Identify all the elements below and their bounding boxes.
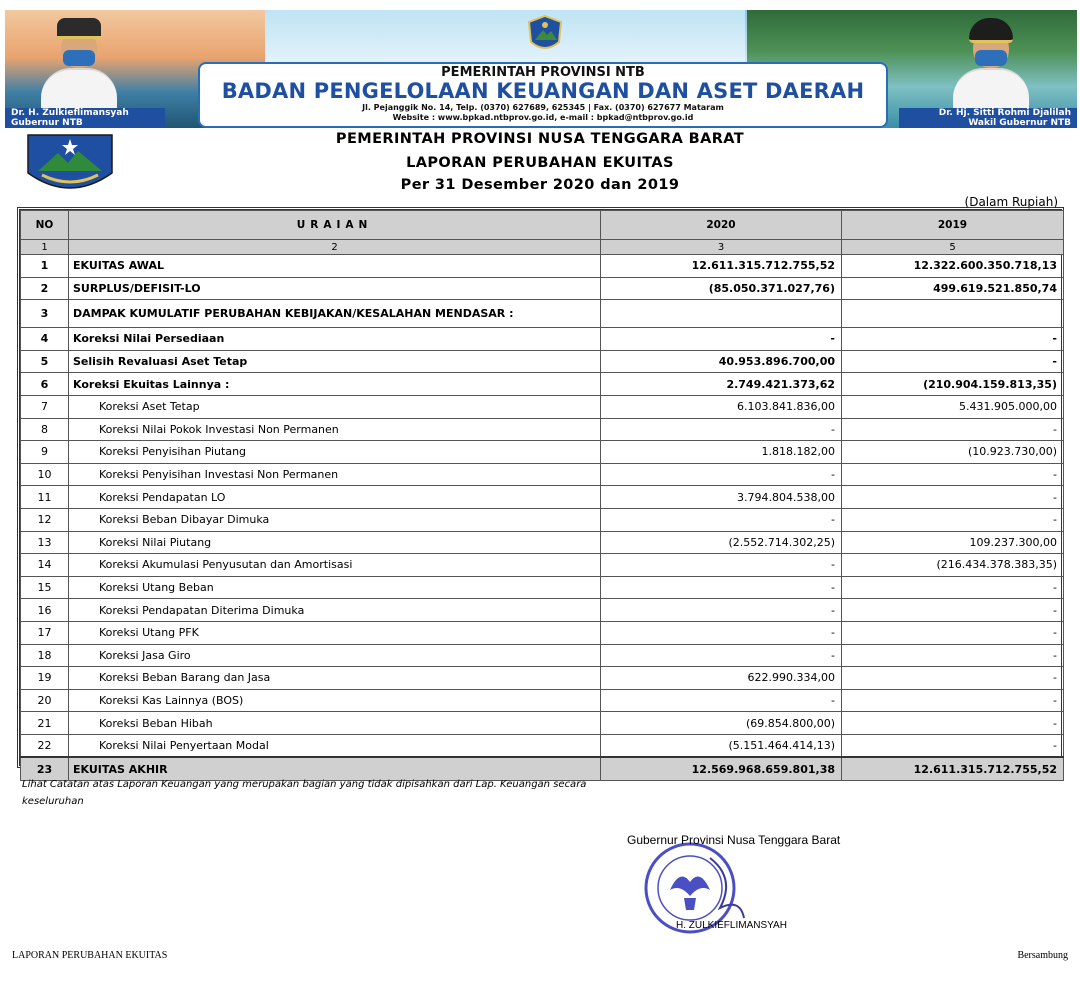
row-label: Koreksi Penyisihan Investasi Non Permanen: [69, 463, 601, 486]
row-value-2020: (69.854.800,00): [601, 712, 842, 735]
row-value-2019: -: [842, 350, 1064, 373]
row-value-2020: -: [601, 621, 842, 644]
row-no: 19: [21, 667, 69, 690]
banner-sky: [265, 10, 745, 70]
vice-governor-caption: [899, 108, 1077, 128]
row-value-2020: 1.818.182,00: [601, 441, 842, 464]
row-value-2019: 12.611.315.712.755,52: [842, 757, 1064, 780]
header-2019: 2019: [842, 211, 1064, 240]
row-label: Koreksi Aset Tetap: [69, 395, 601, 418]
row-label: Koreksi Nilai Pokok Investasi Non Permanen: [69, 418, 601, 441]
row-label: Koreksi Nilai Persediaan: [69, 328, 601, 351]
banner-government: PEMERINTAH PROVINSI NTB: [441, 65, 645, 80]
row-no: 9: [21, 441, 69, 464]
footer-continued: Bersambung: [1017, 950, 1068, 961]
row-value-2019: 5.431.905.000,00: [842, 395, 1064, 418]
table-row: [21, 576, 1064, 599]
row-label: Koreksi Beban Barang dan Jasa: [69, 667, 601, 690]
vice-governor-photo: [945, 14, 1037, 110]
row-no: 20: [21, 689, 69, 712]
agency-title-box: [198, 62, 888, 128]
vice-governor-title: Wakil Gubernur NTB: [968, 118, 1071, 128]
subheader-cell: 2: [69, 240, 601, 255]
row-no: 12: [21, 508, 69, 531]
header-no: NO: [21, 211, 69, 240]
row-label: Koreksi Utang PFK: [69, 621, 601, 644]
report-government: PEMERINTAH PROVINSI NUSA TENGGARA BARAT: [335, 131, 745, 147]
table-row: [21, 621, 1064, 644]
row-value-2019: -: [842, 486, 1064, 509]
row-no: 14: [21, 554, 69, 577]
header-uraian: URAIAN: [69, 211, 601, 240]
row-value-2019: -: [842, 689, 1064, 712]
table-row: [21, 441, 1064, 464]
governor-photo: [33, 14, 125, 110]
table-row: [21, 255, 1064, 278]
row-no: 3: [21, 300, 69, 328]
row-value-2020: -: [601, 463, 842, 486]
row-no: 13: [21, 531, 69, 554]
row-value-2020: (5.151.464.414,13): [601, 734, 842, 757]
row-value-2019: -: [842, 328, 1064, 351]
row-value-2019: 109.237.300,00: [842, 531, 1064, 554]
subheader-cell: 5: [842, 240, 1064, 255]
footnote: Lihat Catatan atas Laporan Keuangan yang merupakan bagian yang tidak dipisahkan dari Lap. Keuangan secara keseluruhan: [22, 779, 587, 807]
row-label: Koreksi Utang Beban: [69, 576, 601, 599]
report-title: LAPORAN PERUBAHAN EKUITAS: [406, 155, 674, 171]
row-value-2020: -: [601, 418, 842, 441]
row-value-2019: -: [842, 734, 1064, 757]
row-value-2019: [842, 300, 1064, 328]
row-value-2019: -: [842, 712, 1064, 735]
table-row: [21, 277, 1064, 300]
subheader-cell: 1: [21, 240, 69, 255]
row-value-2019: (210.904.159.813,35): [842, 373, 1064, 396]
row-label: Koreksi Penyisihan Piutang: [69, 441, 601, 464]
row-no: 7: [21, 395, 69, 418]
row-no: 18: [21, 644, 69, 667]
equity-table: [17, 207, 1064, 776]
row-value-2020: (2.552.714.302,25): [601, 531, 842, 554]
row-label: EKUITAS AWAL: [69, 255, 601, 278]
row-no: 16: [21, 599, 69, 622]
row-no: 15: [21, 576, 69, 599]
row-label: Koreksi Jasa Giro: [69, 644, 601, 667]
row-value-2020: -: [601, 508, 842, 531]
table-row: [21, 554, 1064, 577]
row-value-2020: 12.569.968.659.801,38: [601, 757, 842, 780]
header-banner: [5, 10, 1077, 128]
currency-unit: (Dalam Rupiah): [964, 195, 1058, 209]
table-row: [21, 395, 1064, 418]
table-row: [21, 373, 1064, 396]
table-row: [21, 734, 1064, 757]
table-row: [21, 486, 1064, 509]
row-value-2019: -: [842, 463, 1064, 486]
row-label: SURPLUS/DEFISIT-LO: [69, 277, 601, 300]
row-value-2019: -: [842, 667, 1064, 690]
row-no: 22: [21, 734, 69, 757]
signatory-title: Gubernur Provinsi Nusa Tenggara Barat: [627, 833, 841, 847]
vice-governor-name: Dr. Hj. Sitti Rohmi Djalilah: [938, 108, 1071, 118]
row-value-2020: (85.050.371.027,76): [601, 277, 842, 300]
row-no: 17: [21, 621, 69, 644]
table-row: [21, 418, 1064, 441]
row-no: 4: [21, 328, 69, 351]
table-row: [21, 712, 1064, 735]
row-label: Koreksi Akumulasi Penyusutan dan Amortisasi: [69, 554, 601, 577]
table-header-row: [21, 211, 1064, 240]
row-value-2020: 40.953.896.700,00: [601, 350, 842, 373]
table-row: [21, 350, 1064, 373]
row-value-2019: -: [842, 621, 1064, 644]
row-label: Koreksi Beban Hibah: [69, 712, 601, 735]
row-value-2020: 12.611.315.712.755,52: [601, 255, 842, 278]
row-value-2020: 622.990.334,00: [601, 667, 842, 690]
table-row: [21, 328, 1064, 351]
row-value-2020: -: [601, 554, 842, 577]
row-value-2019: -: [842, 576, 1064, 599]
row-value-2020: -: [601, 689, 842, 712]
row-label: Koreksi Kas Lainnya (BOS): [69, 689, 601, 712]
row-label: DAMPAK KUMULATIF PERUBAHAN KEBIJAKAN/KESALAHAN MENDASAR :: [69, 300, 601, 328]
row-value-2019: (10.923.730,00): [842, 441, 1064, 464]
table-row: [21, 644, 1064, 667]
governor-title: Gubernur NTB: [11, 118, 83, 128]
banner-address: Jl. Pejanggik No. 14, Telp. (0370) 627689, 625345 | Fax. (0370) 627677 Mataram: [362, 103, 724, 112]
table-row: [21, 667, 1064, 690]
row-no: 23: [21, 757, 69, 780]
row-no: 11: [21, 486, 69, 509]
row-no: 5: [21, 350, 69, 373]
row-value-2020: -: [601, 644, 842, 667]
governor-caption: [5, 108, 165, 128]
signatory-name: H. ZULKIEFLIMANSYAH: [676, 920, 787, 931]
row-label: EKUITAS AKHIR: [69, 757, 601, 780]
row-value-2020: 3.794.804.538,00: [601, 486, 842, 509]
row-value-2020: -: [601, 328, 842, 351]
row-value-2020: [601, 300, 842, 328]
row-no: 6: [21, 373, 69, 396]
row-no: 2: [21, 277, 69, 300]
row-no: 8: [21, 418, 69, 441]
report-period: Per 31 Desember 2020 dan 2019: [400, 177, 680, 193]
row-value-2019: -: [842, 599, 1064, 622]
subheader-cell: 3: [601, 240, 842, 255]
row-value-2019: 499.619.521.850,74: [842, 277, 1064, 300]
row-no: 1: [21, 255, 69, 278]
row-value-2019: 12.322.600.350.718,13: [842, 255, 1064, 278]
footer-report-name: LAPORAN PERUBAHAN EKUITAS: [12, 950, 168, 961]
banner-agency: BADAN PENGELOLAAN KEUANGAN DAN ASET DAERAH: [221, 79, 865, 103]
row-value-2020: -: [601, 576, 842, 599]
row-label: Koreksi Nilai Piutang: [69, 531, 601, 554]
table-row: [21, 463, 1064, 486]
table-row: [21, 599, 1064, 622]
row-value-2020: 6.103.841.836,00: [601, 395, 842, 418]
table-row: [21, 300, 1064, 328]
row-value-2019: -: [842, 418, 1064, 441]
table-subheader-row: [21, 240, 1064, 255]
table-row: [21, 531, 1064, 554]
ntb-emblem-icon: [525, 14, 565, 54]
table-row: [21, 689, 1064, 712]
row-label: Selisih Revaluasi Aset Tetap: [69, 350, 601, 373]
row-label: Koreksi Pendapatan Diterima Dimuka: [69, 599, 601, 622]
header-2020: 2020: [601, 211, 842, 240]
row-label: Koreksi Beban Dibayar Dimuka: [69, 508, 601, 531]
row-value-2020: -: [601, 599, 842, 622]
row-value-2019: -: [842, 508, 1064, 531]
row-label: Koreksi Nilai Penyertaan Modal: [69, 734, 601, 757]
row-label: Koreksi Pendapatan LO: [69, 486, 601, 509]
row-value-2020: 2.749.421.373,62: [601, 373, 842, 396]
row-label: Koreksi Ekuitas Lainnya :: [69, 373, 601, 396]
row-value-2019: (216.434.378.383,35): [842, 554, 1064, 577]
row-no: 21: [21, 712, 69, 735]
banner-website: Website : www.bpkad.ntbprov.go.id, e-mail : bpkad@ntbprov.go.id: [392, 113, 694, 122]
row-value-2019: -: [842, 644, 1064, 667]
governor-name: Dr. H. Zulkieflimansyah: [11, 108, 129, 118]
row-no: 10: [21, 463, 69, 486]
table-row: [21, 508, 1064, 531]
